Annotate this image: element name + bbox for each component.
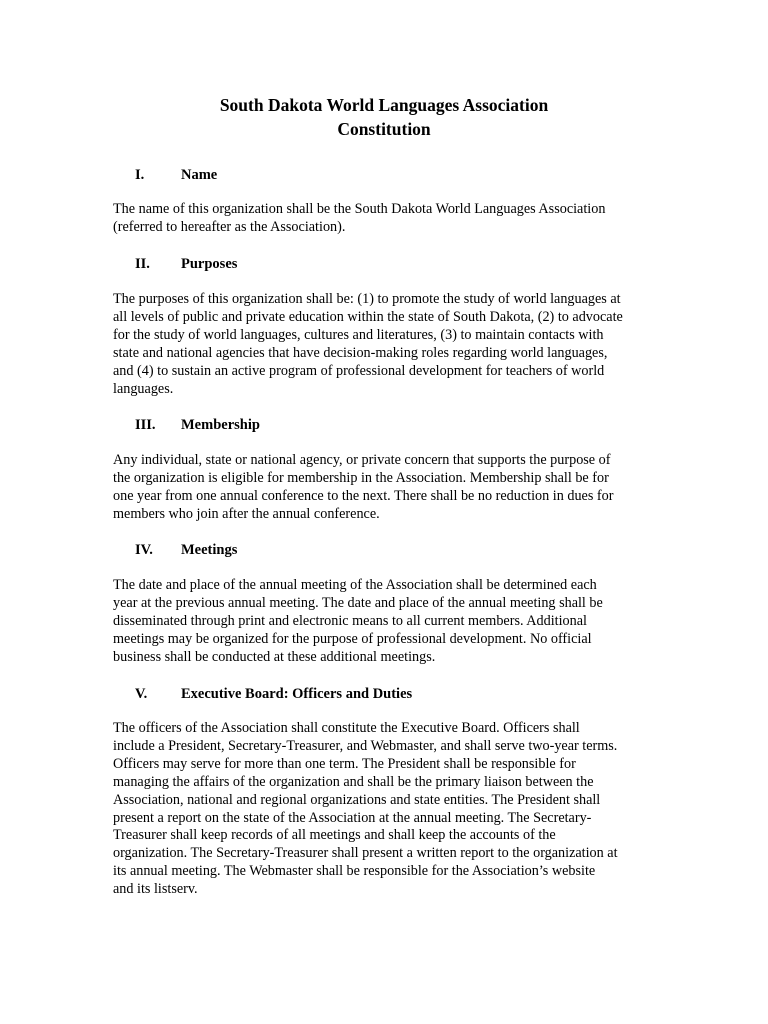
paragraph-line: Treasurer shall keep records of all meetings and shall keep the accounts of the	[113, 827, 556, 844]
paragraph-line: state and national agencies that have decision-making roles regarding world languages,	[113, 344, 608, 361]
document-title-line-1: South Dakota World Languages Association	[219, 95, 549, 115]
paragraph-line: business shall be conducted at these additional meetings.	[113, 648, 436, 665]
paragraph-line: organization. The Secretary-Treasurer shall present a written report to the organization at	[113, 845, 618, 862]
section-numeral: V.	[135, 686, 148, 702]
paragraph-line: its annual meeting. The Webmaster shall be responsible for the Association’s website	[113, 863, 596, 880]
paragraph-line: The officers of the Association shall constitute the Executive Board. Officers shall	[113, 720, 580, 736]
paragraph-line: and its listserv.	[113, 881, 198, 898]
paragraph-line: present a report on the state of the Association at the annual meeting. The Secretary-	[113, 809, 592, 826]
section-paragraph-meetings	[113, 577, 655, 667]
paragraph-line: The purposes of this organization shall be: (1) to promote the study of world languages at	[113, 291, 621, 307]
section-title: Executive Board: Officers and Duties	[181, 686, 413, 702]
section-title: Meetings	[181, 542, 238, 558]
section-heading-name	[135, 166, 217, 184]
section-heading-executive-board	[135, 685, 412, 703]
paragraph-line: and (4) to sustain an active program of professional development for teachers of world	[113, 362, 605, 379]
section-heading-purposes	[135, 255, 237, 273]
section-paragraph-purposes	[113, 291, 655, 398]
section-title: Name	[181, 167, 218, 183]
paragraph-line: (referred to hereafter as the Association).	[113, 218, 346, 235]
section-paragraph-executive-board	[113, 720, 655, 899]
paragraph-line: one year from one annual conference to the next. There shall be no reduction in dues for	[113, 487, 614, 504]
paragraph-line: The name of this organization shall be the South Dakota World Languages Association	[113, 201, 606, 217]
paragraph-line: for the study of world languages, cultures and literatures, (3) to maintain contacts with	[113, 326, 604, 343]
section-title: Membership	[181, 417, 260, 433]
paragraph-line: languages.	[113, 380, 174, 397]
paragraph-line: managing the affairs of the organization and shall be the primary liaison between the	[113, 773, 594, 790]
paragraph-line: year at the previous annual meeting. The date and place of the annual meeting shall be	[113, 594, 603, 611]
document-title-line-2: Constitution	[337, 119, 431, 139]
paragraph-line: members who join after the annual conference.	[113, 505, 380, 522]
paragraph-line: include a President, Secretary-Treasurer, and Webmaster, and shall serve two-year terms.	[113, 737, 618, 754]
paragraph-line: disseminated through print and electronic means to all current members. Additional	[113, 612, 587, 629]
paragraph-line: Association, national and regional organizations and state entities. The President shall	[113, 791, 601, 808]
section-heading-meetings	[135, 541, 237, 559]
paragraph-line: Any individual, state or national agency, or private concern that supports the purpose of	[113, 452, 611, 468]
paragraph-line: Officers may serve for more than one term. The President shall be responsible for	[113, 755, 576, 772]
section-paragraph-membership	[113, 452, 655, 524]
paragraph-line: the organization is eligible for membership in the Association. Membership shall be for	[113, 469, 609, 486]
section-numeral: IV.	[135, 542, 153, 558]
section-title: Purposes	[181, 256, 238, 272]
section-heading-membership	[135, 416, 260, 434]
paragraph-line: all levels of public and private education within the state of South Dakota, (2) to advocate	[113, 308, 623, 325]
section-numeral: II.	[135, 256, 150, 272]
section-paragraph-name	[113, 201, 655, 237]
section-numeral: I.	[135, 167, 145, 183]
paragraph-line: The date and place of the annual meeting of the Association shall be determined each	[113, 577, 597, 593]
paragraph-line: meetings may be organized for the purpose of professional development. No official	[113, 630, 592, 647]
section-numeral: III.	[135, 417, 156, 433]
